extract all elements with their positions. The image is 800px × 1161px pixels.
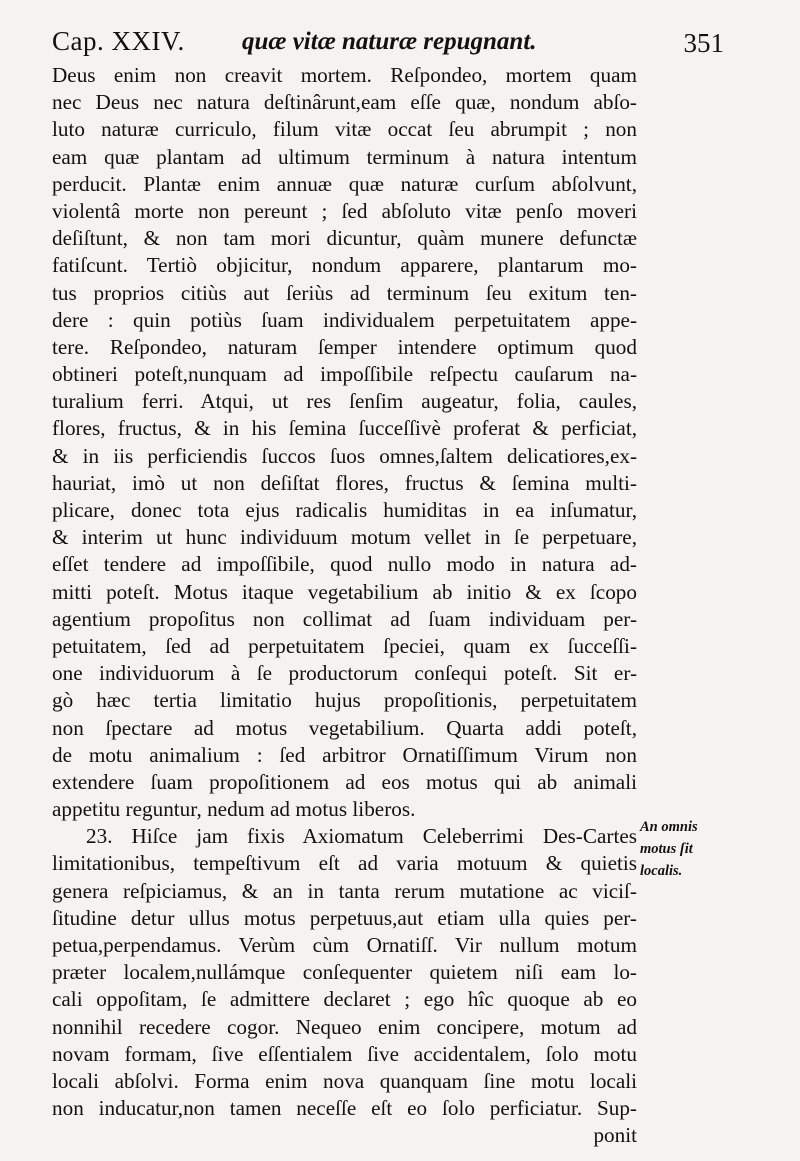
text-line: genera reſpiciamus, & an in tanta rerum mutatione ac viciſ- [52, 878, 637, 903]
text-line: Deus enim non creavit mortem. Reſpondeo, mortem quam [52, 63, 637, 87]
running-title: quæ vitæ naturæ repugnant. [242, 28, 537, 55]
text-line: tus proprios citiùs aut ſeriùs ad terminum ſeu exitum ten- [52, 280, 637, 305]
text-line: novam formam, ſive eſſentialem ſive accidentalem, ſolo motu [52, 1041, 637, 1066]
text-line: tere. Reſpondeo, naturam ſemper intendere optimum quod [52, 334, 637, 359]
text-line: non inducatur,non tamen neceſſe eſt eo ſolo perficiatur. Sup- [52, 1096, 637, 1121]
text-line: plicare, donec tota ejus radicalis humiditas in ea inſumatur, [52, 498, 637, 522]
body-text [52, 62, 637, 1150]
text-line: gò hæc tertia limitatio hujus propoſitionis, perpetuitatem [52, 688, 637, 713]
page-header [52, 26, 724, 66]
text-line: violentâ morte non pereunt ; ſed abſoluto vitæ penſo moveri [52, 198, 637, 223]
text-line: deſiſtunt, & non tam mori dicuntur, quàm munere defunctæ [52, 226, 637, 251]
text-line: & in iis perficiendis ſuccos ſuos omnes,ſaltem delicatiores,ex- [52, 443, 637, 468]
catchword: ponit [593, 1123, 637, 1148]
margin-note [640, 816, 730, 882]
text-line: non ſpectare ad motus vegetabilium. Quarta addi poteſt, [52, 715, 637, 740]
margin-note-line: An omnis [640, 819, 698, 835]
text-line: nec Deus nec natura deſtinârunt,eam eſſe quæ, nondum abſo- [52, 90, 637, 115]
text-line: appetitu reguntur, nedum ad motus liberos. [52, 797, 416, 822]
text-line: luto naturæ curriculo, filum vitæ occat ſeu abrumpit ; non [52, 117, 637, 142]
text-line: de motu animalium : ſed arbitror Ornatiſſimum Virum non [52, 742, 637, 767]
text-line: perducit. Plantæ enim annuæ quæ naturæ curſum abſolvunt, [52, 171, 637, 196]
text-line: ſitudine detur ullus motus perpetuus,aut etiam ulla quies per- [52, 905, 637, 930]
text-line: locali abſolvi. Forma enim nova quanquam ſine motu locali [52, 1068, 637, 1093]
text-line: præter localem,nullámque conſequenter quietem niſi eam lo- [52, 960, 637, 985]
text-line: petuitatem, ſed ad perpetuitatem ſpeciei, quam ex ſucceſſi- [52, 633, 637, 658]
text-line: eam quæ plantam ad ultimum terminum à natura intentum [52, 144, 637, 169]
text-line: hauriat, imò ut non deſiſtat flores, fructus & ſemina multi- [52, 470, 637, 495]
margin-note-line: localis. [640, 863, 683, 879]
text-line: limitationibus, tempeſtivum eſt ad varia motuum & quietis [52, 851, 637, 876]
text-line: turalium ferri. Atqui, ut res ſenſim augeatur, folia, caules, [52, 389, 637, 414]
text-line: petua,perpendamus. Verùm cùm Ornatiſſ. Vir nullum motum [52, 933, 637, 957]
text-line: dere : quin potiùs ſuam individualem perpetuitatem appe- [52, 307, 637, 332]
text-line: one individuorum à ſe productorum conſequi poteſt. Sit er- [52, 661, 637, 686]
text-line: mitti poteſt. Motus itaque vegetabilium ab initio & ex ſcopo [52, 579, 637, 604]
text-line: nonnihil recedere cogor. Nequeo enim concipere, motum ad [52, 1014, 637, 1039]
text-line: flores, fructus, & in his ſemina ſucceſſivè proferat & perficiat, [52, 416, 637, 441]
text-line: cali oppoſitam, ſe admittere declaret ; ego hîc quoque ab eo [52, 987, 637, 1012]
text-line: obtineri poteſt,nunquam ad impoſſibile reſpectu cauſarum na- [52, 362, 637, 387]
text-line: extendere ſuam propoſitionem ad eos motus qui ab animali [52, 769, 637, 794]
section-23-first-line: 23. Hiſce jam fixis Axiomatum Celeberrimi Des-Cartes [86, 824, 637, 849]
text-line: agentium propoſitus non collimat ad ſuam individuam per- [52, 606, 637, 631]
text-line: fatiſcunt. Tertiò objicitur, nondum apparere, plantarum mo- [52, 253, 637, 278]
chapter-heading: Cap. XXIV. [52, 26, 185, 56]
margin-note-line: motus ſit [640, 841, 693, 857]
text-line: eſſet tendere ad impoſſibile, quod nullo modo in natura ad- [52, 552, 637, 577]
page-number: 351 [683, 28, 724, 58]
text-line: & interim ut hunc individuum motum vellet in ſe perpetuare, [52, 525, 637, 550]
